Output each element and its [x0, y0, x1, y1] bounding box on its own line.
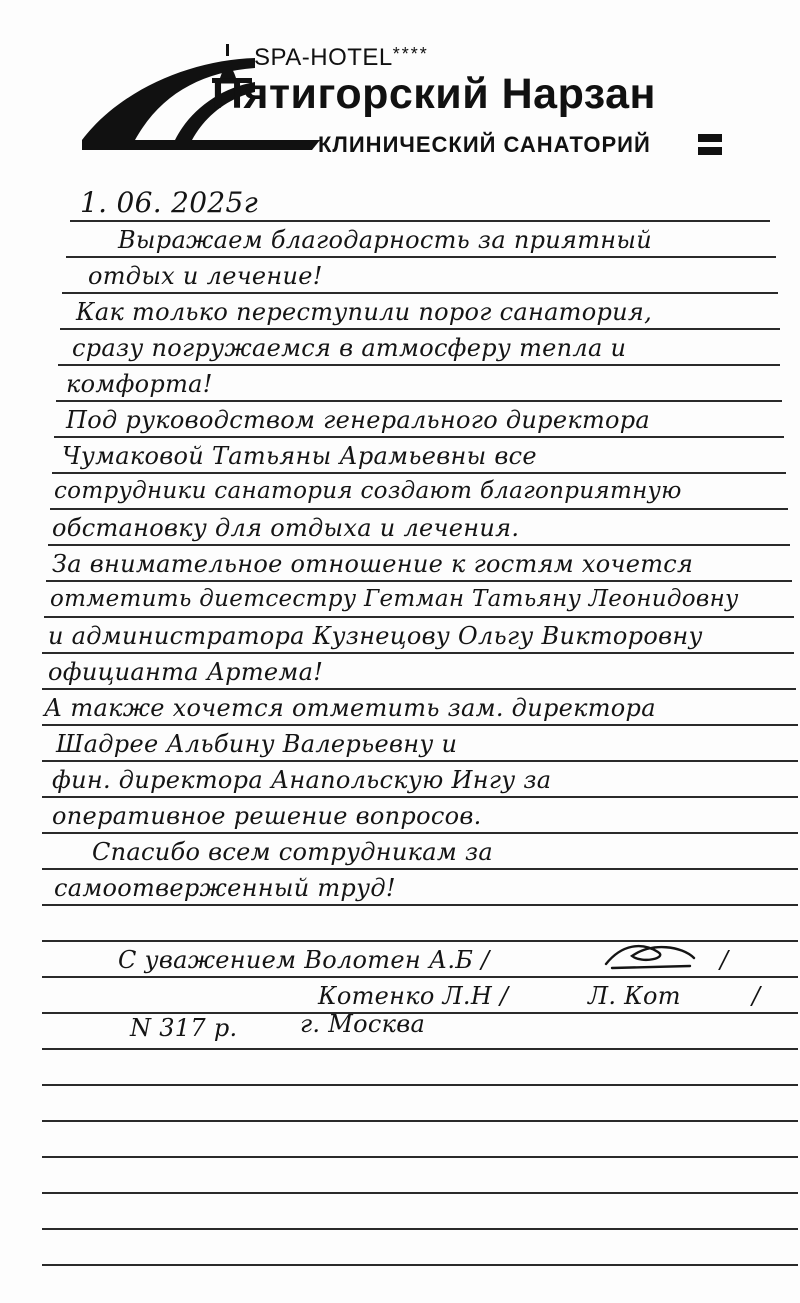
letter-line: Спасибо всем сотрудникам за [92, 838, 493, 866]
ruled-line [58, 364, 780, 366]
ruled-line [42, 724, 798, 726]
ruled-line [46, 580, 792, 582]
star-rating: **** [392, 44, 429, 64]
ruled-line [70, 220, 770, 222]
ruled-line [42, 868, 798, 870]
ruled-line [42, 1192, 798, 1194]
ruled-line [52, 472, 786, 474]
ruled-line [42, 652, 794, 654]
letter-line: А также хочется отметить зам. директора [44, 694, 656, 722]
closing-end: / [720, 946, 729, 974]
second-end: / [752, 982, 761, 1010]
letter-line: комфорта! [66, 370, 213, 398]
letter-line: сотрудники санатория создают благоприятную [54, 478, 682, 504]
ruled-line [42, 1228, 798, 1230]
ruled-line [62, 292, 778, 294]
spa-hotel-label: SPA-HOTEL**** [254, 44, 429, 71]
ruled-line [42, 1156, 798, 1158]
ruled-line [42, 760, 798, 762]
letter-line: Как только переступили порог санатория, [76, 298, 653, 326]
letter-line: официанта Артема! [48, 658, 324, 686]
hotel-name: Пятигорский Нарзан [212, 70, 656, 118]
ruled-line [66, 256, 776, 258]
ruled-line [42, 976, 798, 978]
hotel-subtitle: КЛИНИЧЕСКИЙ САНАТОРИЙ [318, 132, 651, 157]
ruled-line [48, 544, 790, 546]
ruled-line [42, 1084, 798, 1086]
decor-bars-icon [698, 134, 722, 156]
ruled-line [42, 832, 798, 834]
letter-line: За внимательное отношение к гостям хочется [52, 550, 694, 578]
city: г. Москва [300, 1010, 426, 1038]
letter-line: обстановку для отдыха и лечения. [52, 514, 520, 542]
letter-line: отдых и лечение! [88, 262, 323, 290]
letter-line: Под руководством генерального директора [66, 406, 651, 434]
letter-line: Чумаковой Татьяны Арамьевны все [62, 442, 537, 470]
letter-line: Шадрее Альбину Валерьевну и [56, 730, 458, 758]
ruled-line [42, 904, 798, 906]
ruled-line [44, 616, 794, 618]
ruled-line [42, 1264, 798, 1266]
letter-line: оперативное решение вопросов. [52, 802, 482, 830]
ruled-line [50, 508, 788, 510]
letter-line: и администратора Кузнецову Ольгу Викторовну [48, 622, 703, 650]
closing-line: С уважением Волотен А.Б / [118, 946, 490, 974]
ruled-line [42, 796, 798, 798]
ruled-line [54, 436, 784, 438]
second-signer: Котенко Л.Н / [318, 982, 509, 1010]
letter-date: 1. 06. 2025г [80, 186, 259, 219]
second-signature: Л. Кот [588, 982, 681, 1010]
letter-line: самоотверженный труд! [54, 874, 396, 902]
ruled-line [42, 1048, 798, 1050]
ruled-line [42, 688, 796, 690]
letter-line: отметить диетсестру Гетман Татьяну Леонидовну [50, 586, 739, 612]
room-number: N 317 р. [130, 1014, 238, 1042]
ruled-line [42, 1120, 798, 1122]
letter-line: Выражаем благодарность за приятный [118, 226, 652, 254]
ruled-line [56, 400, 782, 402]
signature-scribble-icon [602, 938, 698, 972]
ruled-line [60, 328, 780, 330]
letter-line: фин. директора Анапольскую Ингу за [52, 766, 552, 794]
letter-line: сразу погружаемся в атмосферу тепла и [72, 334, 627, 362]
